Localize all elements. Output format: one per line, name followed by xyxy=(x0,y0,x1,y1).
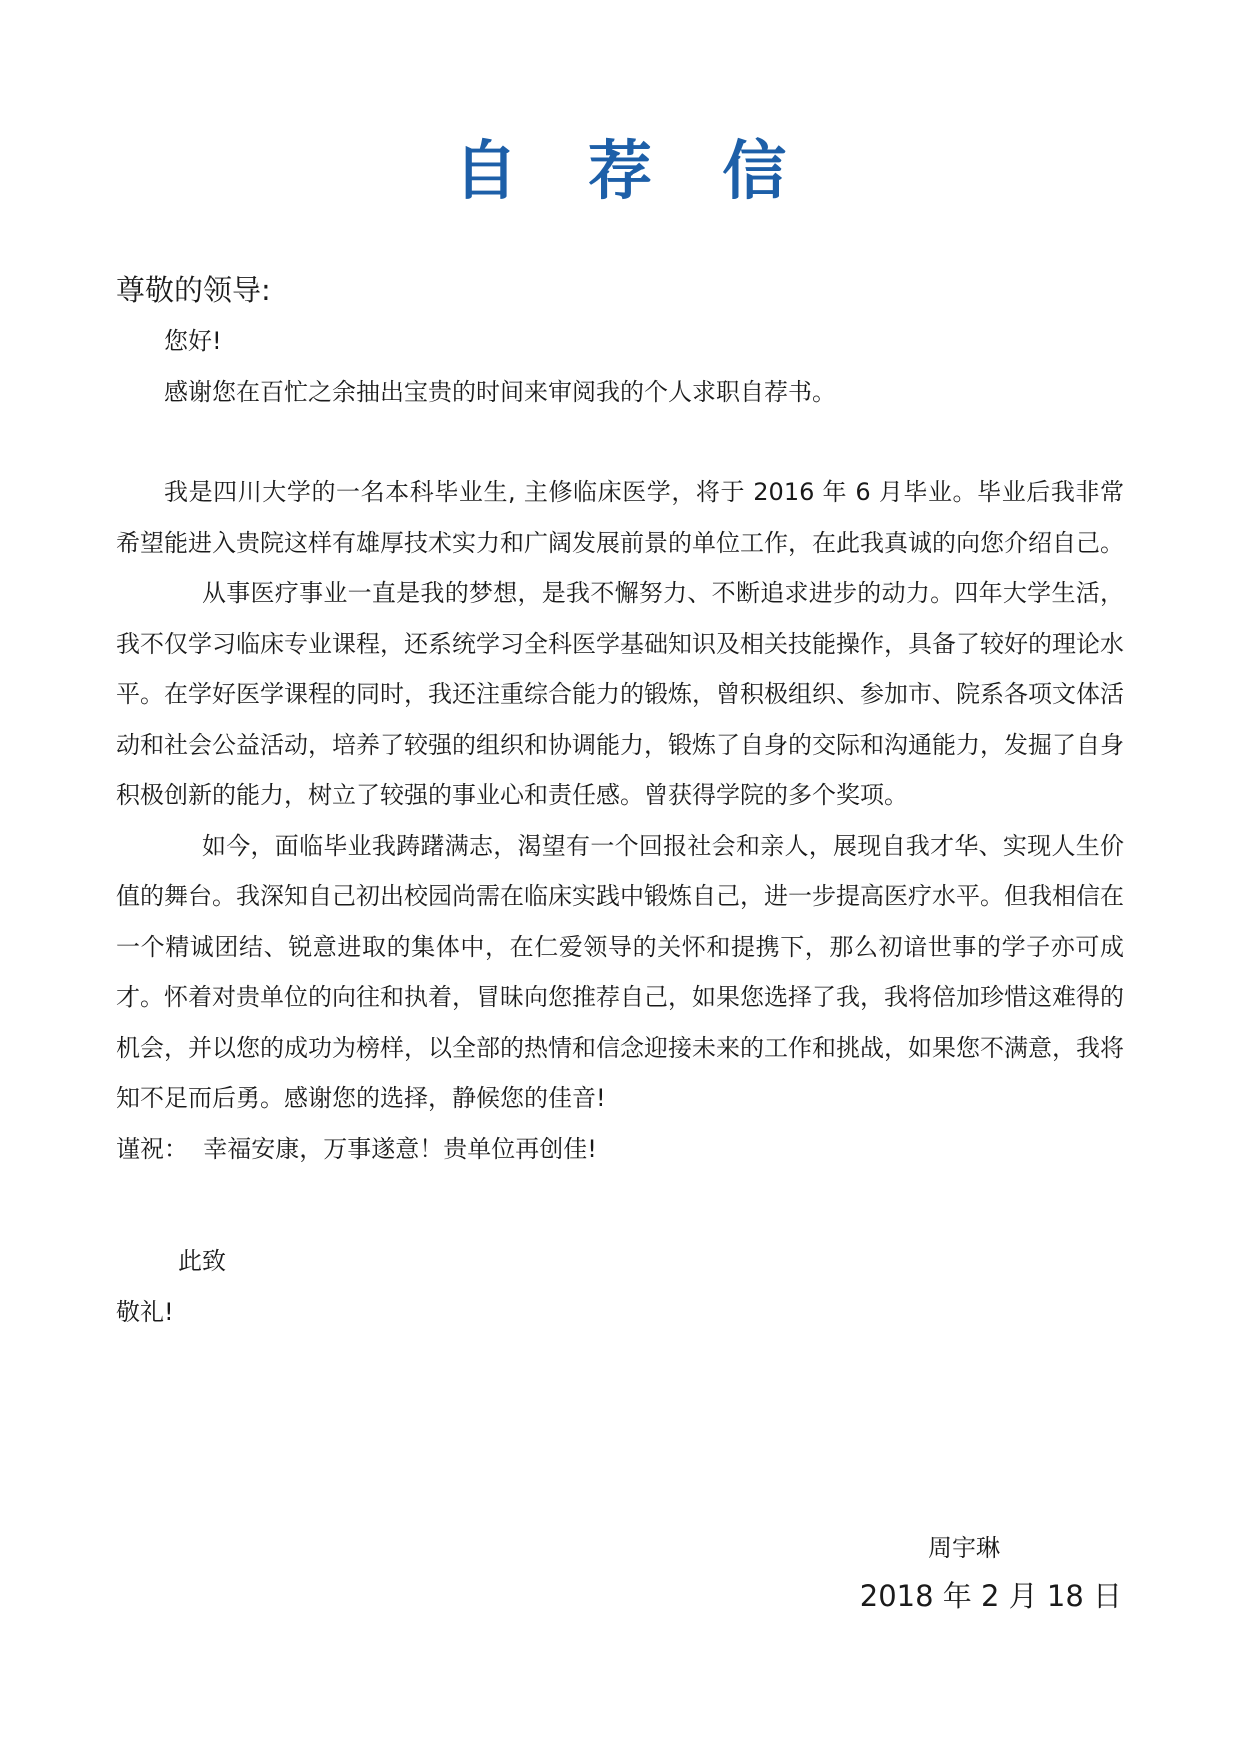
signature-date: 2018 年 2 月 18 日 xyxy=(859,1579,1122,1613)
letter-title: 自 荐 信 xyxy=(453,135,811,209)
hello-line: 您好! xyxy=(164,327,222,355)
salutation: 尊敬的领导: xyxy=(116,273,271,307)
spacer xyxy=(116,1174,1124,1236)
letter-body xyxy=(116,316,1124,1337)
wishes-line: 谨祝： 幸福安康，万事遂意！贵单位再创佳! xyxy=(116,1134,597,1163)
intro-paragraph: 我是四川大学的一名本科毕业生, 主修临床医学，将于 2016 年 6 月毕业。毕业后我非常希望能进入贵院这样有雄厚技术实力和广阔发展前景的单位工作，在此我真诚的向您介绍自己。 xyxy=(116,478,1124,557)
hope-paragraph: 如今，面临毕业我踌躇满志，渴望有一个回报社会和亲人，展现自我才华、实现人生价值的舞台。我深知自己初出校园尚需在临床实践中锻炼自己，进一步提高医疗水平。但我相信在一个精诚团结、锐意进取的集体中，在仁爱领导的关怀和提携下，那么初谙世事的学子亦可成才。怀着对贵单位的向往和执着，冒昧向您推荐自己，如果您选择了我，我将倍加珍惜这难得的机会，并以您的成功为榜样，以全部的热情和信念迎接未来的工作和挑战，如果您不满意，我将知不足而后勇。感谢您的选择，静候您的佳音! xyxy=(116,831,1124,1112)
study-paragraph: 从事医疗事业一直是我的梦想，是我不懈努力、不断追求进步的动力。四年大学生活，我不仅学习临床专业课程，还系统学习全科医学基础知识及相关技能操作，具备了较好的理论水平。在学好医学课程的同时，我还注重综合能力的锻炼，曾积极组织、参加市、院系各项文体活动和社会公益活动，培养了较强的组织和协调能力，锻炼了自身的交际和沟通能力，发掘了自身积极创新的能力，树立了较强的事业心和责任感。曾获得学院的多个奖项。 xyxy=(116,579,1124,809)
spacer xyxy=(116,417,1124,467)
closing-cizhi: 此致 xyxy=(178,1247,226,1275)
thanks-line: 感谢您在百忙之余抽出宝贵的时间来审阅我的个人求职自荐书。 xyxy=(164,377,836,406)
closing-jingli: 敬礼! xyxy=(116,1297,174,1326)
signature-name: 周宇琳 xyxy=(928,1534,1000,1562)
